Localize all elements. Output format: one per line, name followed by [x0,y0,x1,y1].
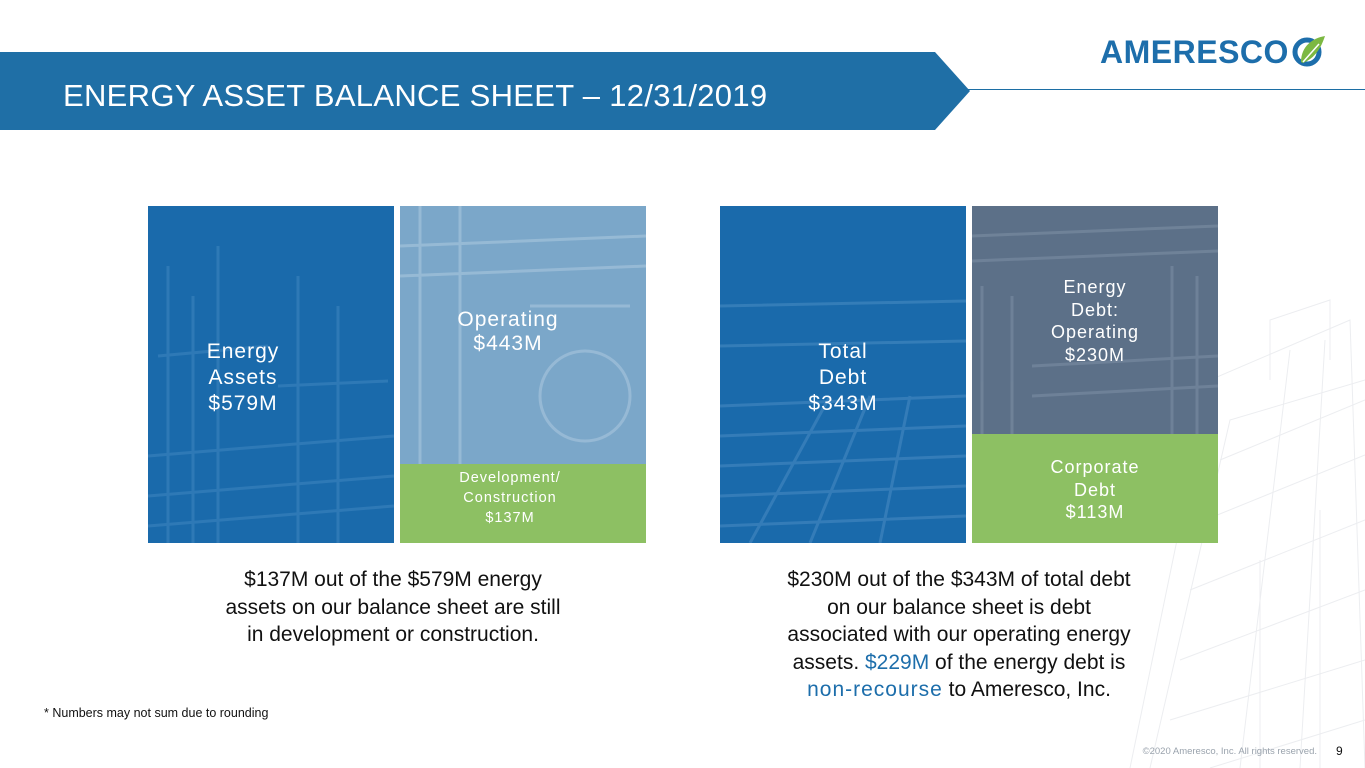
energy-assets-value: $579M [208,392,278,415]
debt-caption-line-2: on our balance sheet is debt [827,595,1091,619]
energy-debt-label-2: Debt: [1070,299,1120,320]
page-title: ENERGY ASSET BALANCE SHEET – 12/31/2019 [63,78,768,113]
energy-debt-label-3: Operating [1050,322,1140,342]
non-recourse-highlight: non-recourse [807,678,943,701]
development-label-2: Construction [463,490,557,506]
logo-wordmark: AMERESCO [1100,33,1289,70]
energy-assets-box [148,206,394,543]
operating-assets-box [400,206,646,464]
recourse-amount-highlight: $229M [865,650,930,674]
page-number: 9 [1336,744,1343,758]
copyright-notice: ©2020 Ameresco, Inc. All rights reserved. [1142,746,1317,757]
rounding-footnote: * Numbers may not sum due to rounding [44,706,269,720]
development-construction-box [400,464,646,543]
debt-caption-line-4 [700,649,1218,677]
caption-text: assets. [792,650,865,674]
assets-caption [148,566,638,649]
debt-caption-line-5 [700,676,1218,704]
assets-caption-line-2: assets on our balance sheet are still [225,595,561,619]
operating-label: Operating [457,308,559,331]
energy-assets-label-2: Assets [208,366,278,389]
energy-assets-label-1: Energy [206,340,280,363]
corporate-debt-label-2: Debt [1073,479,1117,500]
header-rule [968,89,1365,90]
assets-caption-line-3: in development or construction. [247,623,539,646]
total-debt-label-2: Debt [818,366,868,389]
debt-caption-line-3: associated with our operating energy [787,623,1131,646]
leaf-icon [1291,32,1327,72]
assets-caption-line-1: $137M out of the $579M energy [244,568,542,591]
total-debt-value: $343M [808,392,878,415]
caption-text: of the energy debt is [929,650,1126,674]
corporate-debt-label-1: Corporate [1050,457,1140,477]
total-debt-box [720,206,966,543]
corporate-debt-value: $113M [1065,502,1125,522]
debt-caption-line-1: $230M out of the $343M of total debt [787,568,1131,591]
operating-value: $443M [473,332,543,355]
corporate-debt-box [972,434,1218,543]
total-debt-label-1: Total [818,340,868,363]
energy-debt-label-1: Energy [1063,277,1127,297]
development-value: $137M [485,510,535,526]
development-label-1: Development/ [459,470,561,486]
energy-debt-value: $230M [1064,344,1126,365]
energy-debt-box [972,206,1218,434]
caption-text: to Ameresco, Inc. [942,678,1111,701]
debt-caption [700,566,1218,704]
ameresco-logo [1100,32,1327,72]
